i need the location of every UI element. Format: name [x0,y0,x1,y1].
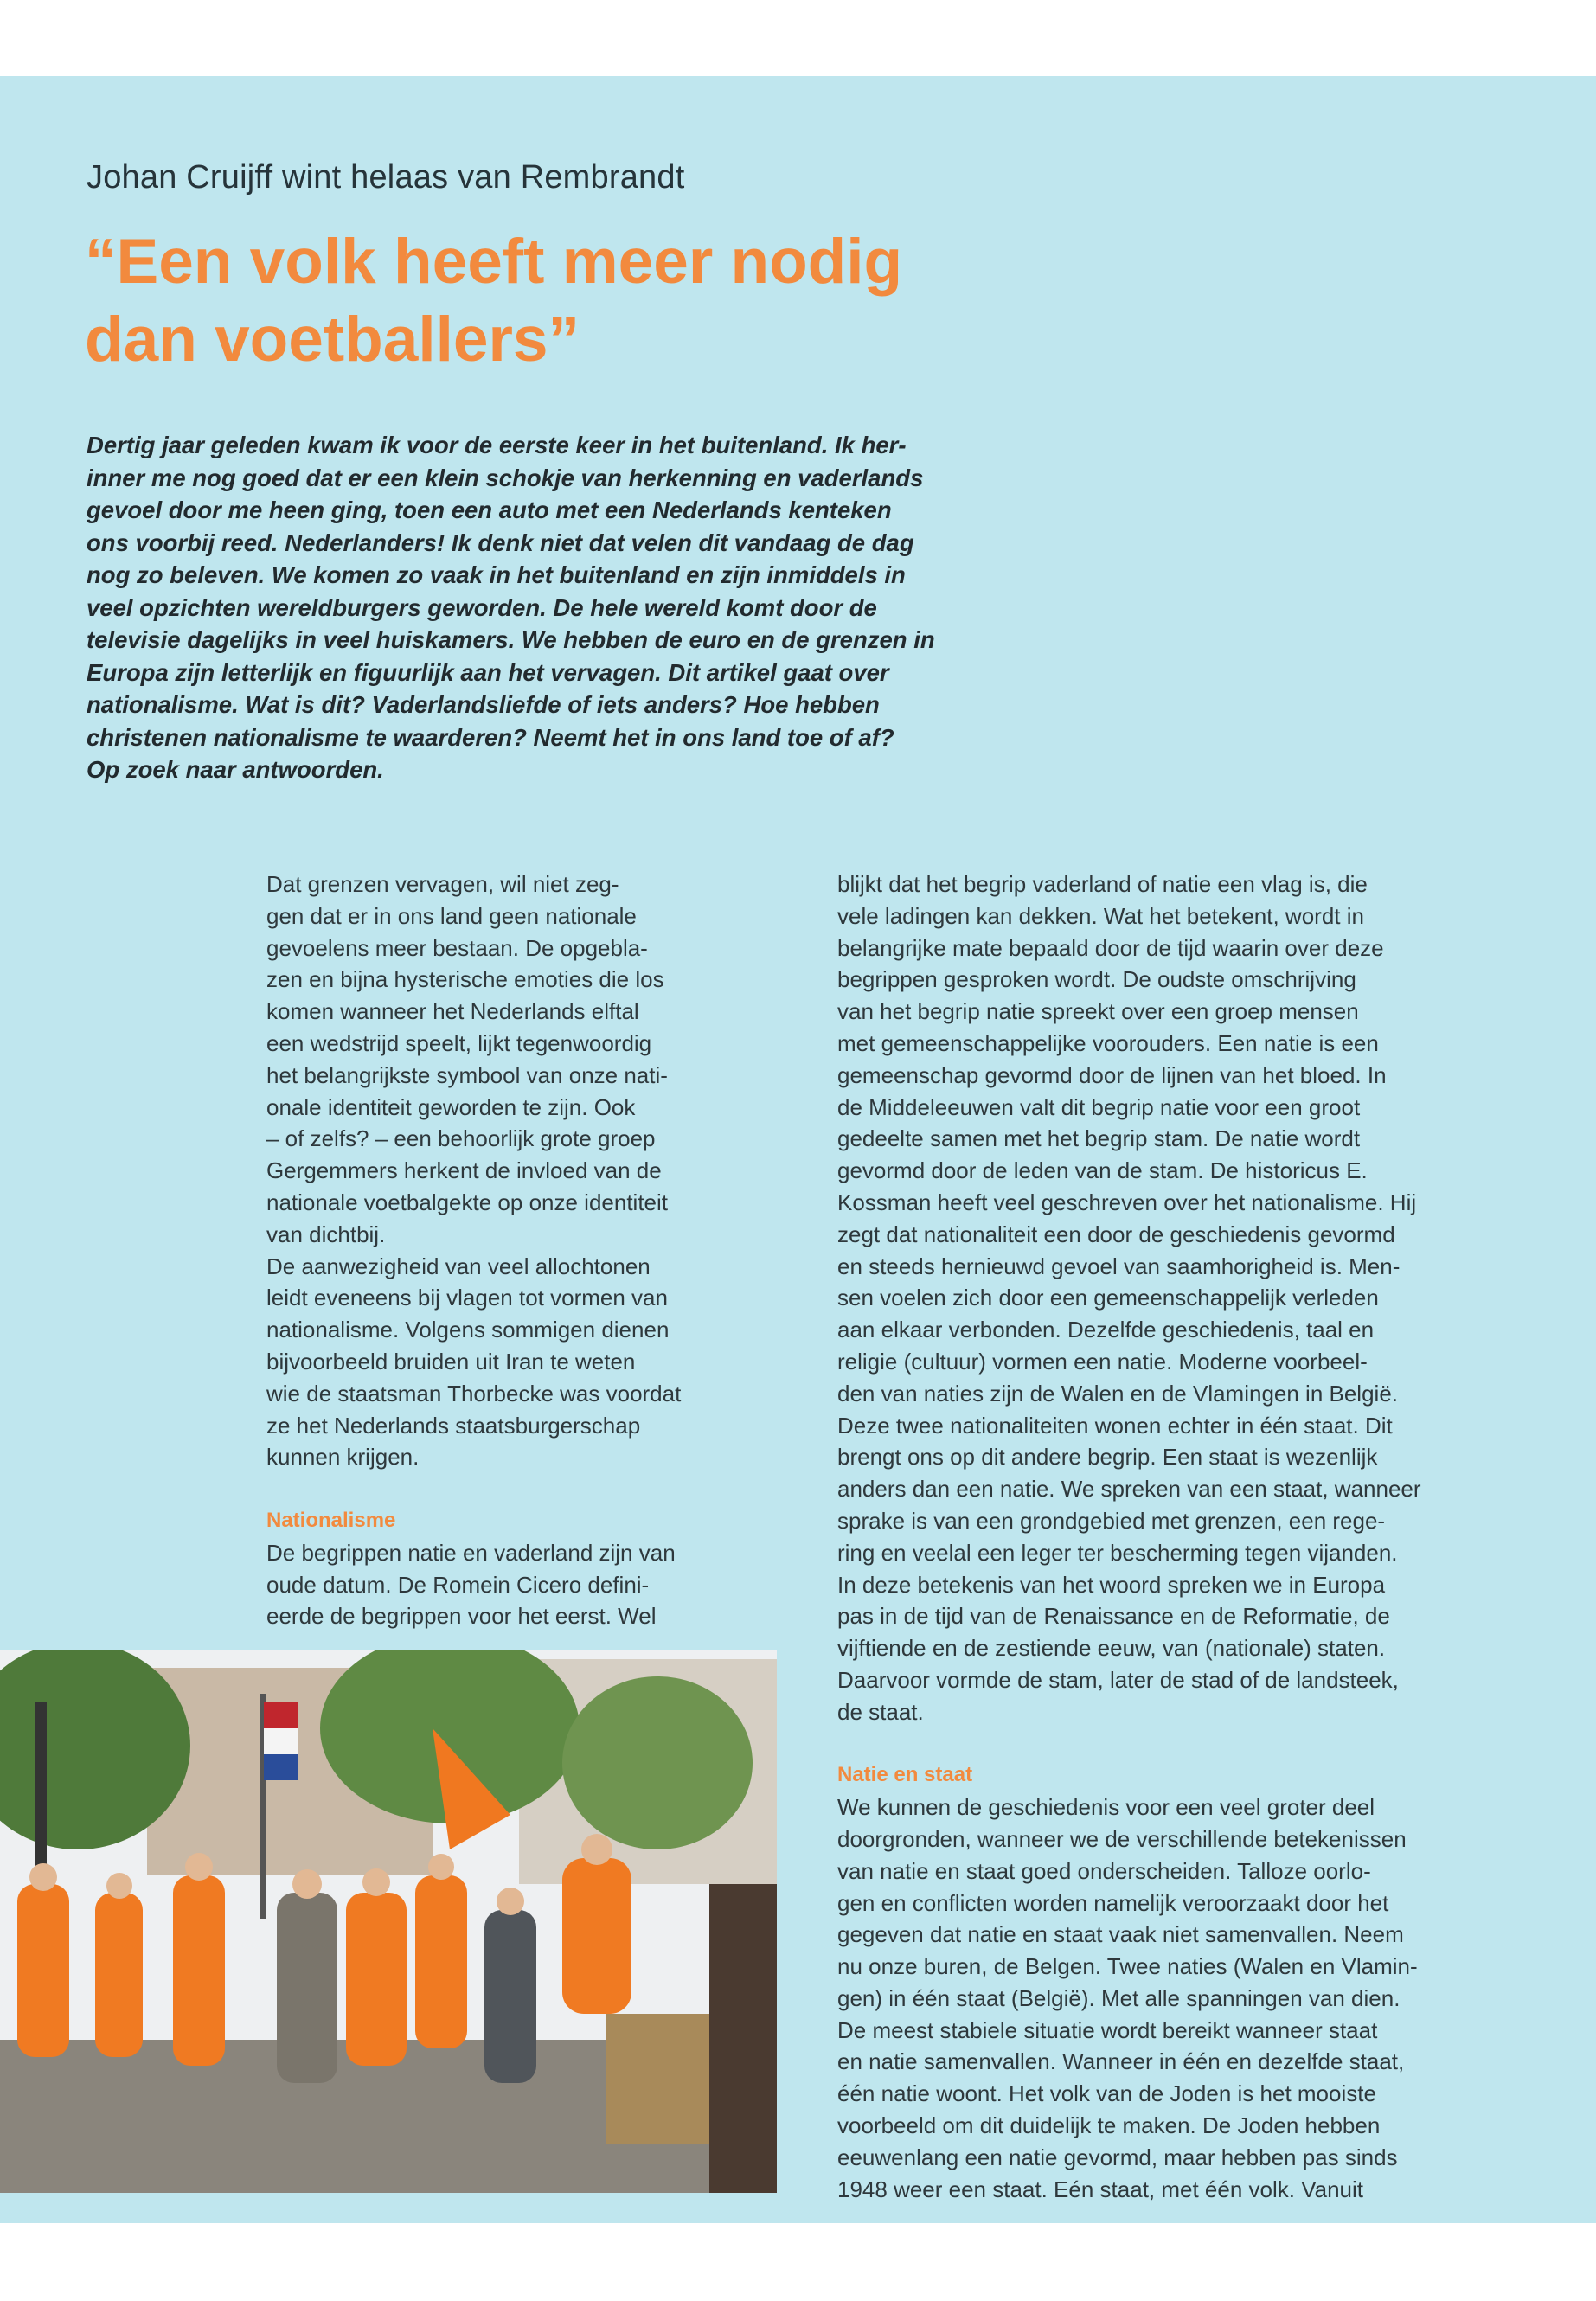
text-line: aan elkaar verbonden. Dezelfde geschiedenis, taal en [837,1317,1375,1343]
text-line: en natie samenvallen. Wanneer in één en dezelfde staat, [837,2048,1405,2075]
text-line: nationalisme. Wat is dit? Vaderlandsliefde of iets anders? Hoe hebben [87,691,880,718]
text-line: veel opzichten wereldburgers geworden. De hele wereld komt door de [87,593,877,621]
text-line: belangrijke mate bepaald door de tijd waarin over deze [837,934,1384,961]
text-line: een wedstrijd speelt, lijkt tegenwoordig [266,1029,652,1056]
text-line: blijkt dat het begrip vaderland of natie een vlag is, die [837,871,1368,897]
text-line: vele ladingen kan dekken. Wat het betekent, wordt in [837,902,1364,929]
paragraph [266,1537,681,1632]
article-kicker: Johan Cruijff wint helaas van Rembrandt [87,159,685,195]
text-line: van het begrip natie spreekt over een groep mensen [837,998,1359,1025]
text-line: oude datum. De Romein Cicero defini- [266,1571,650,1598]
subheading-nationalisme: Nationalisme [266,1508,396,1532]
text-line: gen dat er in ons land geen nationale [266,902,637,929]
text-line: den van naties zijn de Walen en de Vlamingen in België. [837,1380,1399,1407]
text-line: de Middeleeuwen valt dit begrip natie voor een groot [837,1093,1361,1120]
text-line: – of zelfs? – een behoorlijk grote groep [266,1125,656,1152]
text-line: nationale voetbalgekte op onze identiteit [266,1189,669,1215]
text-line: christenen nationalisme te waarderen? Neemt het in ons land toe of af? [87,723,894,751]
text-line: van natie en staat goed onderscheiden. Talloze oorlo- [837,1857,1371,1884]
text-line: Gergemmers herkent de invloed van de [266,1157,662,1184]
text-line: begrippen gesproken wordt. De oudste omschrijving [837,966,1356,993]
text-line: gen en conflicten worden namelijk veroorzaakt door het [837,1889,1389,1916]
text-line: bijvoorbeeld bruiden uit Iran te weten [266,1348,636,1375]
text-line: eerde de begrippen voor het eerst. Wel [266,1603,657,1630]
column-right [837,868,1421,2205]
text-line: Dat grenzen vervagen, wil niet zeg- [266,871,619,897]
text-line: We kunnen de geschiedenis voor een veel groter deel [837,1794,1375,1821]
text-line: Europa zijn letterlijk en figuurlijk aan het vervagen. Dit artikel gaat over [87,658,889,686]
text-line: vijftiende en de zestiende eeuw, van (nationale) staten. [837,1635,1386,1662]
text-line: kunnen krijgen. [266,1444,420,1471]
text-line: gemeenschap gevormd door de lijnen van het bloed. In [837,1061,1387,1088]
text-line: gevormd door de leden van de stam. De historicus E. [837,1157,1368,1184]
paragraph [837,1791,1421,2205]
text-line: De begrippen natie en vaderland zijn van [266,1539,676,1566]
paragraph [266,1251,681,1474]
title-line: “Een volk heeft meer nodig [85,227,903,297]
text-line: het belangrijkste symbool van onze nati- [266,1061,668,1088]
text-line: ons voorbij reed. Nederlanders! Ik denk niet dat velen dit vandaag de dag [87,529,914,556]
text-line: nog zo beleven. We komen zo vaak in het buitenland en zijn inmiddels in [87,561,906,588]
text-line: zen en bijna hysterische emoties die los [266,966,664,993]
text-line: zegt dat nationaliteit een door de geschiedenis gevormd [837,1221,1395,1247]
text-line: Deze twee nationaliteiten wonen echter in één staat. Dit [837,1412,1393,1439]
text-line: met gemeenschappelijke voorouders. Een natie is een [837,1029,1379,1056]
photo-orange-supporters-crowd [0,1650,777,2193]
column-left [266,868,681,1632]
text-line: en steeds hernieuwd gevoel van saamhorigheid is. Men- [837,1253,1401,1279]
text-line: wie de staatsman Thorbecke was voordat [266,1380,682,1407]
text-line: 1948 weer een staat. Eén staat, met één volk. Vanuit [837,2176,1364,2202]
text-line: De meest stabiele situatie wordt bereikt wanneer staat [837,2016,1378,2043]
text-line: eeuwenlang een natie gevormd, maar hebben pas sinds [837,2144,1398,2170]
text-line: De aanwezigheid van veel allochtonen [266,1253,651,1279]
text-line: voorbeeld om dit duidelijk te maken. De Joden hebben [837,2112,1381,2139]
text-line: gevoelens meer bestaan. De opgebla- [266,934,648,961]
text-line: van dichtbij. [266,1221,386,1247]
text-line: sen voelen zich door een gemeenschappelijk verleden [837,1285,1379,1311]
text-line: komen wanneer het Nederlands elftal [266,998,639,1025]
text-line: nu onze buren, de Belgen. Twee naties (Walen en Vlamin- [837,1953,1418,1980]
text-line: televisie dagelijks in veel huiskamers. We hebben de euro en de grenzen in [87,626,935,653]
text-line: Op zoek naar antwoorden. [87,756,384,783]
text-line: ring en veelal een leger ter bescherming tegen vijanden. [837,1539,1398,1566]
text-line: Dertig jaar geleden kwam ik voor de eerste keer in het buitenland. Ik her- [87,432,907,458]
text-line: Daarvoor vormde de stam, later de stad of de landsteek, [837,1666,1399,1693]
subheading-natie-en-staat: Natie en staat [837,1763,973,1787]
text-line: sprake is van een grondgebied met grenzen, een rege- [837,1507,1386,1534]
text-line: leidt eveneens bij vlagen tot vormen van [266,1285,668,1311]
text-line: de staat. [837,1698,924,1725]
text-line: gedeelte samen met het begrip stam. De natie wordt [837,1125,1361,1152]
article-title [85,223,902,379]
paragraph [837,868,1421,1728]
text-line: religie (cultuur) vormen een natie. Moderne voorbeel- [837,1348,1368,1375]
text-line: doorgronden, wanneer we de verschillende betekenissen [837,1825,1407,1852]
text-line: gegeven dat natie en staat vaak niet samenvallen. Neem [837,1921,1404,1948]
text-line: Kossman heeft veel geschreven over het nationalisme. Hij [837,1189,1417,1215]
text-line: één natie woont. Het volk van de Joden is het mooiste [837,2080,1376,2107]
text-line: gen) in één staat (België). Met alle spanningen van dien. [837,1984,1401,2011]
text-line: In deze betekenis van het woord spreken we in Europa [837,1571,1386,1598]
text-line: nationalisme. Volgens sommigen dienen [266,1317,670,1343]
text-line: gevoel door me heen ging, toen een auto met een Nederlands kenteken [87,497,892,523]
paragraph [266,868,681,1251]
text-line: anders dan een natie. We spreken van een staat, wanneer [837,1476,1421,1503]
text-line: onale identiteit geworden te zijn. Ook [266,1093,636,1120]
text-line: brengt ons op dit andere begrip. Een staat is wezenlijk [837,1444,1378,1471]
article-intro [87,429,935,786]
text-line: ze het Nederlands staatsburgerschap [266,1412,641,1439]
title-line: dan voetballers” [85,304,580,375]
text-line: pas in de tijd van de Renaissance en de Reformatie, de [837,1603,1390,1630]
text-line: inner me nog goed dat er een klein schokje van herkenning en vaderlands [87,464,924,491]
